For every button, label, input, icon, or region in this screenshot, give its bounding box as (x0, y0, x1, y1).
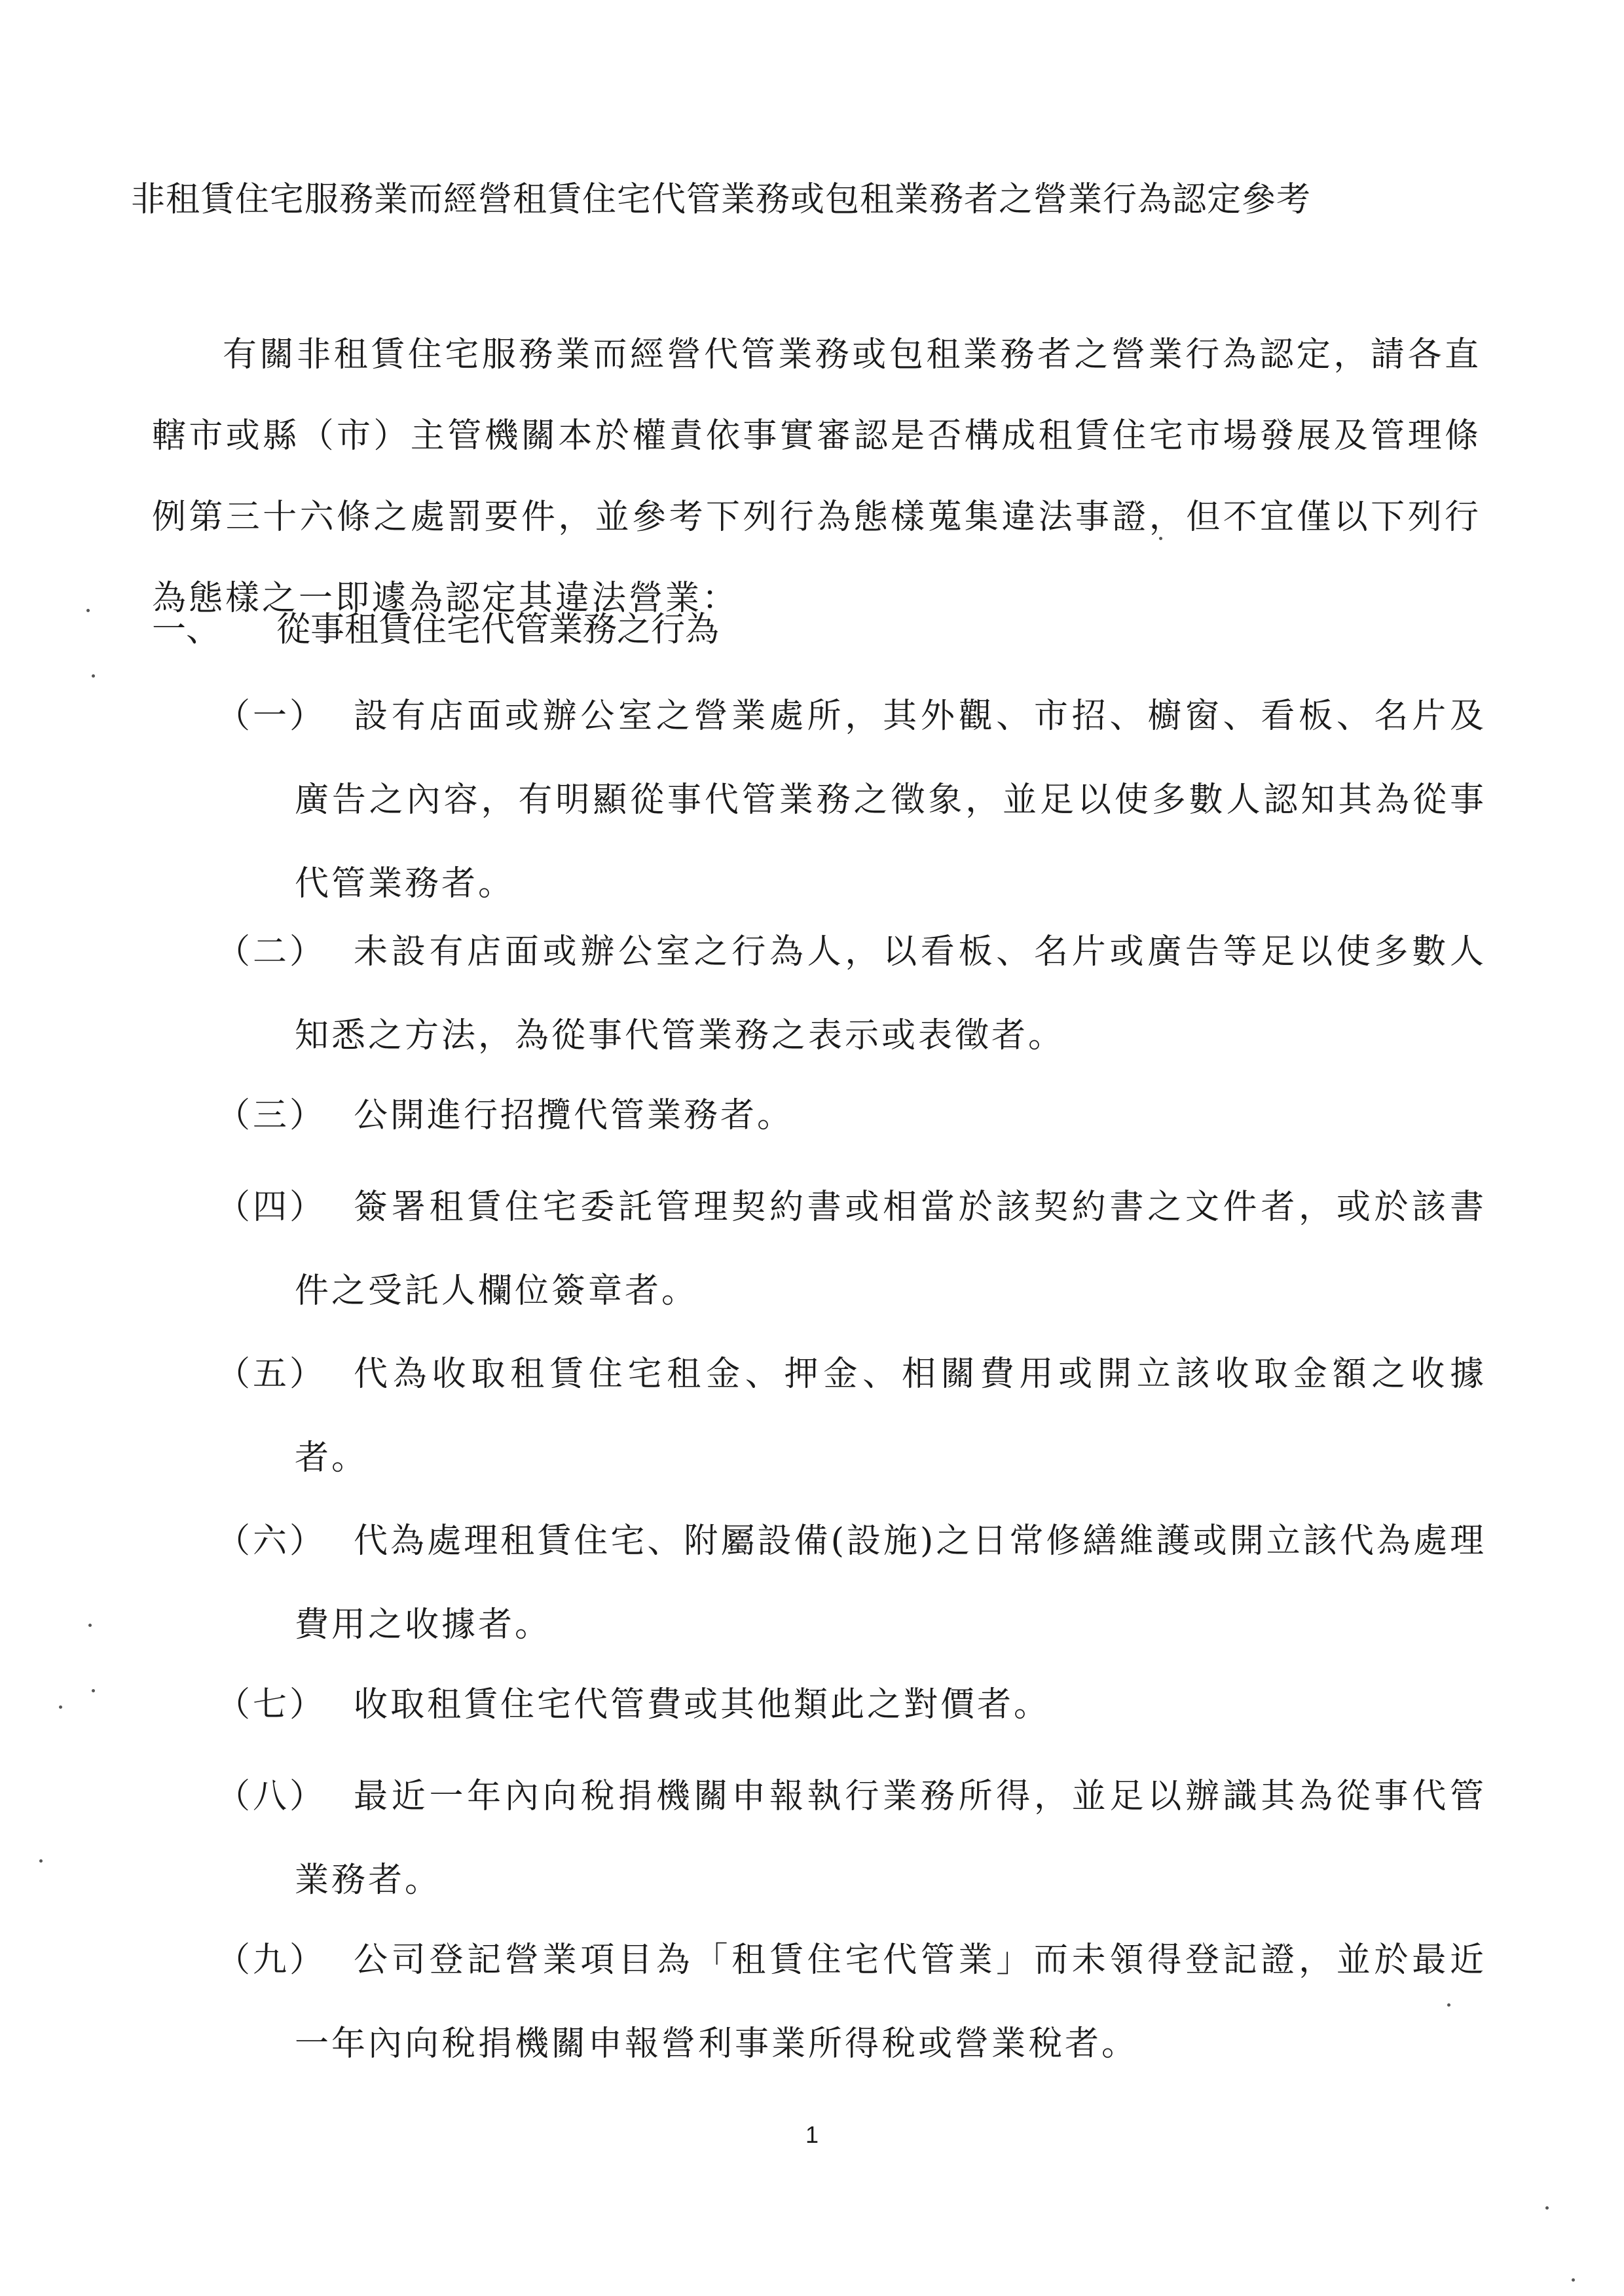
item-number: （八） (216, 1777, 327, 1816)
item-text: 代為處理租賃住宅、附屬設備(設施)之日常修繕維護或開立該代為處理費用之收據者。 (295, 1522, 1486, 1645)
scan-speck (92, 674, 95, 678)
intro-paragraph: 有關非租賃住宅服務業而經營代管業務或包租業務者之營業行為認定，請各直轄市或縣（市）主管機關本於權責依事實審認是否構成租賃住宅市場發展及管理條例第三十六條之處罰要件，並參考下列行為態樣蒐集違法事證，但不宜僅以下列行為態樣之一即遽為認定其違法營業： (152, 335, 1481, 618)
list-item (216, 1918, 1486, 2086)
list-item (216, 1755, 1486, 1922)
list-item (216, 1165, 1486, 1333)
section-number: 一、 (152, 610, 221, 649)
item-text: 代為收取租賃住宅租金、押金、相關費用或開立該收取金額之收據者。 (295, 1355, 1486, 1478)
item-number: （七） (216, 1685, 327, 1724)
scan-speck (1159, 537, 1162, 540)
scan-speck (1572, 2278, 1575, 2282)
item-number: （二） (216, 932, 327, 972)
list-item (216, 1332, 1486, 1500)
scan-speck (59, 1705, 62, 1709)
scan-speck (1545, 2206, 1549, 2210)
item-number: （三） (216, 1096, 327, 1135)
item-text: 設有店面或辦公室之營業處所，其外觀、市招、櫥窗、看板、名片及廣告之內容，有明顯從事代管業務之徵象，並足以使多數人認知其為從事代管業務者。 (295, 697, 1486, 903)
scan-speck (86, 609, 90, 612)
scan-speck (88, 1624, 92, 1627)
list-item (216, 1074, 1486, 1157)
item-text: 公司登記營業項目為「租賃住宅代管業」而未領得登記證，並於最近一年內向稅捐機關申報營利事業所得稅或營業稅者。 (295, 1941, 1486, 2064)
section-heading (152, 589, 719, 670)
document-title: 非租賃住宅服務業而經營租賃住宅代管業務或包租業務者之營業行為認定參考 (131, 180, 1312, 219)
scan-speck (1447, 2003, 1450, 2007)
section-title: 從事租賃住宅代管業務之行為 (276, 610, 720, 649)
item-number: （九） (216, 1941, 327, 1980)
item-text: 簽署租賃住宅委託管理契約書或相當於該契約書之文件者，或於該書件之受託人欄位簽章者。 (295, 1188, 1486, 1311)
scan-speck (39, 1859, 43, 1863)
item-number: （一） (216, 697, 327, 736)
list-item (216, 910, 1486, 1078)
list-item (216, 1663, 1486, 1747)
list-item (216, 1499, 1486, 1667)
item-number: （五） (216, 1355, 327, 1394)
item-text: 最近一年內向稅捐機關申報執行業務所得，並足以辦識其為從事代管業務者。 (295, 1777, 1486, 1900)
scan-speck (92, 1689, 95, 1692)
item-number: （四） (216, 1188, 327, 1227)
list-item (216, 674, 1486, 926)
item-text: 收取租賃住宅代管費或其他類此之對價者。 (354, 1685, 1051, 1724)
item-number: （六） (216, 1522, 327, 1561)
page-number: 1 (805, 2121, 819, 2148)
item-text: 未設有店面或辦公室之行為人，以看板、名片或廣告等足以使多數人知悉之方法，為從事代管業務之表示或表徵者。 (295, 932, 1486, 1055)
item-text: 公開進行招攬代管業務者。 (354, 1096, 794, 1135)
